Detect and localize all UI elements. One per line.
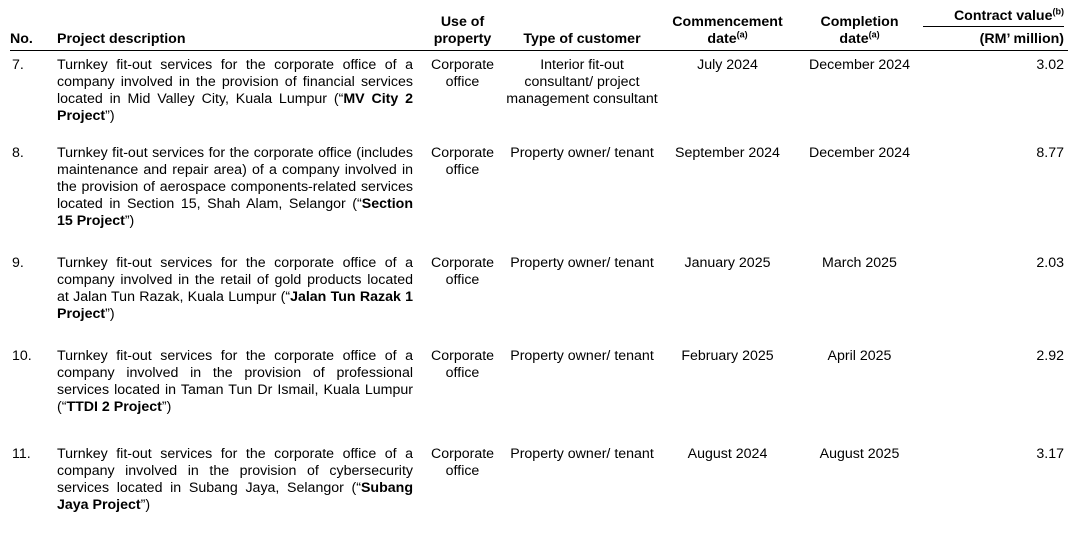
use-of-property: Corporate office bbox=[430, 145, 495, 178]
row-number: 7. bbox=[12, 57, 24, 73]
use-of-property: Corporate office bbox=[430, 348, 495, 381]
table-row bbox=[10, 440, 1068, 516]
description-end: ”) bbox=[140, 497, 151, 513]
header-contract-value-title bbox=[923, 8, 1064, 27]
commencement-date: July 2024 bbox=[697, 57, 758, 73]
table-row bbox=[10, 51, 1068, 140]
completion-date: March 2025 bbox=[822, 255, 897, 271]
completion-date: December 2024 bbox=[809, 145, 910, 161]
use-of-property: Corporate office bbox=[430, 255, 495, 288]
description-text: Turnkey fit-out services for the corporate office (includes maintenance and repair area) of a company involved in the provision of aerospace components-related services located in Section 15, Shah Alam, Selangor (“ bbox=[57, 145, 413, 212]
type-of-customer: Property owner/ tenant bbox=[510, 446, 654, 462]
project-description bbox=[56, 342, 419, 440]
header-completion-label: Completion date bbox=[820, 14, 899, 47]
header-use-of-property-label: Use of property bbox=[433, 14, 492, 47]
header-contract-value-label: Contract value bbox=[953, 8, 1053, 24]
contract-value: 8.77 bbox=[1036, 145, 1064, 161]
use-of-property: Corporate office bbox=[430, 446, 495, 479]
table-row bbox=[10, 139, 1068, 249]
project-name: Jalan Tun Razak 1 Project bbox=[57, 289, 414, 322]
header-commencement-date bbox=[658, 8, 797, 51]
type-of-customer: Interior fit-out consultant/ project management consultant bbox=[506, 57, 658, 107]
type-of-customer: Property owner/ tenant bbox=[510, 348, 654, 364]
row-number: 8. bbox=[12, 145, 24, 161]
project-description bbox=[56, 249, 419, 342]
completion-date: December 2024 bbox=[809, 57, 910, 73]
project-name: MV City 2 Project bbox=[57, 91, 413, 124]
table-header-row bbox=[10, 8, 1068, 51]
completion-date: April 2025 bbox=[827, 348, 892, 364]
description-end: ”) bbox=[105, 306, 115, 322]
project-name: TTDI 2 Project bbox=[66, 399, 162, 415]
project-description bbox=[56, 139, 419, 249]
row-number: 10. bbox=[12, 348, 32, 364]
description-text: Turnkey fit-out services for the corporate office of a company involved in the provision of financial services located in Mid Valley City, Kuala Lumpur (“ bbox=[57, 57, 413, 107]
description-end: ”) bbox=[161, 399, 172, 415]
project-description bbox=[56, 440, 419, 516]
contract-value: 3.17 bbox=[1036, 446, 1064, 462]
header-type-of-customer: Type of customer bbox=[506, 8, 658, 51]
header-completion-date bbox=[797, 8, 922, 51]
use-of-property: Corporate office bbox=[430, 57, 495, 90]
type-of-customer: Property owner/ tenant bbox=[510, 145, 654, 161]
header-completion-note: (a) bbox=[868, 28, 880, 39]
table-row bbox=[10, 249, 1068, 342]
contract-value: 2.03 bbox=[1036, 255, 1064, 271]
header-use-of-property bbox=[419, 8, 506, 51]
header-commencement-label: Commencement date bbox=[672, 14, 783, 47]
table-row bbox=[10, 342, 1068, 440]
commencement-date: August 2024 bbox=[687, 446, 768, 462]
description-end: ”) bbox=[124, 213, 135, 229]
header-contract-value-unit: (RM’ million) bbox=[979, 30, 1064, 47]
description-end: ”) bbox=[105, 108, 115, 124]
project-description bbox=[56, 51, 419, 140]
project-name: Section 15 Project bbox=[57, 196, 413, 229]
header-contract-value bbox=[922, 8, 1068, 51]
contract-value: 3.02 bbox=[1036, 57, 1064, 73]
project-name: Subang Jaya Project bbox=[57, 480, 413, 513]
row-number: 9. bbox=[12, 255, 24, 271]
description-text: Turnkey fit-out services for the corporate office of a company involved in the retail of gold products located at Jalan Tun Razak, Kuala Lumpur (“ bbox=[57, 255, 413, 305]
contract-value: 2.92 bbox=[1036, 348, 1064, 364]
header-contract-value-note: (b) bbox=[1052, 6, 1064, 17]
header-commencement-note: (a) bbox=[736, 28, 748, 39]
commencement-date: February 2025 bbox=[681, 348, 774, 364]
header-description: Project description bbox=[56, 8, 419, 51]
type-of-customer: Property owner/ tenant bbox=[510, 255, 654, 271]
row-number: 11. bbox=[12, 446, 31, 462]
projects-table bbox=[10, 8, 1068, 516]
commencement-date: September 2024 bbox=[675, 145, 780, 161]
completion-date: August 2025 bbox=[819, 446, 900, 462]
description-text: Turnkey fit-out services for the corporate office of a company involved in the provision of professional services located in Taman Tun Dr Ismail, Kuala Lumpur (“ bbox=[57, 348, 413, 415]
description-text: Turnkey fit-out services for the corporate office of a company involved in the provision of cybersecurity services located in Subang Jaya, Selangor (“ bbox=[57, 446, 413, 496]
header-no: No. bbox=[10, 8, 56, 51]
commencement-date: January 2025 bbox=[684, 255, 771, 271]
